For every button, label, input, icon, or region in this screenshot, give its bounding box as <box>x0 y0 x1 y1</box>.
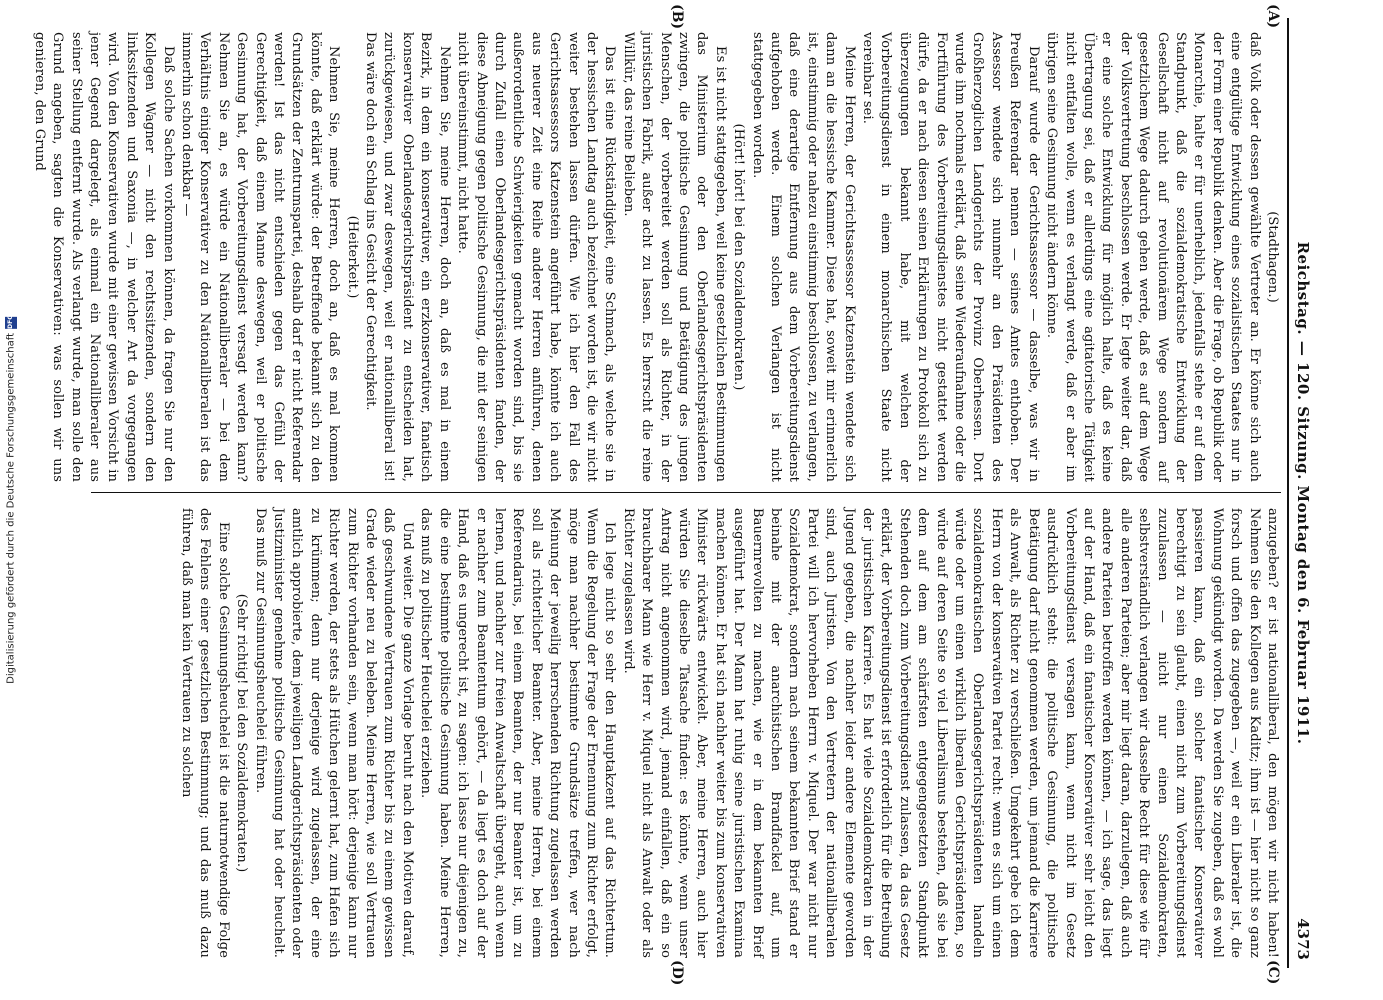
dfg-logo-icon: DFG <box>5 317 17 329</box>
paragraph: daß Volk oder dessen gewählte Vertreter an. Er könne sich auch eine entgültige Entwicklung eines sozialistischen Staates nur in der Form einer Republik denken. Aber die Frage, ob Republik oder Monarchie, halte er für unerheblich, jedenfalls stehe er auf dem Standpunkt, daß die sozialdemokratische Entwicklung der Gesellschaft nicht auf revolutionärem Wege sondern auf gesetzlichem Wege dadurch gehen werde, daß es auf dem Wege der Volksvertretung beschlossen werde. Er legte weiter dar, daß er eine solche Entwicklung für möglich halte, daß es keine Übertragung sei, daß er allerdings eine agitatorische Tätigkeit nicht entfalten wolle, wenn es verlangt werde, daß er aber im übrigen seine Gesinnung nicht ändern könne. <box>1044 32 1262 482</box>
column-divider <box>91 492 1281 493</box>
credit-text: Digitalisierung gefördert durch die Deutsche Forschungsgemeinschaft <box>5 332 17 684</box>
page-number-right: 4373 <box>1294 918 1312 960</box>
paragraph: anzugeben? er ist nationalliberal, den mögen wir nicht haben! Nehmen Sie den Kollegen aus Kaditz; ihm ist — hier nicht so ganz forsch und offen das zugegeben —, weil er ein Liberaler ist, die Wohnung gekündigt worden. Da werden Sie zugeben, daß es wohl passieren kann, daß ein solcher fanatischer Konservativer berechtigt zu sein glaubt, einen nicht zum Vorbereitungsdienst zuzulassen — nicht nur einen Sozialdemokraten, selbstverständlich verlangen wir dasselbe Recht für diese wie für alle anderen Parteien; aber mir liegt daran, darzulegen, daß auch andere Parteien betroffen werden können, — ich sage, das liegt auf der Hand, daß ein fanatischer Konservativer sehr leicht den Vorbereitungsdienst versagen kann, wenn nicht im Gesetz ausdrücklich steht: die politische Gesinnung, die politische Betätigung darf nicht genommen werden, um jemand die Karriere als Anwalt, als Richter zu verschließen. Umgekehrt gebe ich dem Herrn von der konservativen Partei recht: wenn es sich um einen sozialdemokratischen Oberlandesgerichtspräsidenten handeln würde oder um einen wirklich liberalen Gerichtspräsidenten, so würde auf deren Seite so viel Liberalismus bestehen, daß sie bei dem auf dem am schärfsten entgegengesetzten Standpunkt Stehenden doch zum Vorbereitungsdienst zulassen, da das Gesetz erklärt, der Vorbereitungsdienst ist erforderlich für die Betreibung der juristischen Karriere. Es hat viele Sozialdemokraten in der Jugend gegeben, die nachher leider andere Elemente geworden sind, auch Juristen. Von den Vertretern der nationalliberalen Partei will ich hervorheben Herrn v. Miquel. Der war nicht nur Sozialdemokrat, sondern nach seinem bekannten Brief stand er beinahe mit der anarchistischen Brandfackel auf, um Bauernrevolten zu machen, wie er in dem bekannten Brief ausgeführt hat. Der Mann hat ruhig seine juristischen Examina machen können. Er hat sich nachher weiter bis zum konservativen Minister rückwärts entwickelt. Aber, meine Herren, auch hier würden Sie dieselbe Tatsache finden: es könnte, wenn unser Antrag nicht angenommen wird, jemand einfallen, daß ein so brauchbarer Mann wie Herr v. Miquel nicht als Anwalt oder als Richter zugelassen wird. <box>620 508 1280 958</box>
paragraph: Es ist nicht stattgegeben, weil keine gesetzlichen Bestimmungen das Ministerium oder den Oberlandesgerichtspräsidenten zwingen, die politische Gesinnung und Betätigung des jungen Menschen, der vorbereitet werden soll als Richter, in der juristischen Fabrik, außer acht zu lassen. Es herrscht die reine Willkür, das reine Belieben. <box>620 32 728 482</box>
paragraph: Daß solche Sachen vorkommen können, da fragen Sie nur den Kollegen Wagner — nicht den rechtssitzenden, sondern den linkssitzenden und Saxonia —, in welcher Art da vorgegangen wird. Von den Konservativen wurde mit einer gewissen Vorsicht in jener Gegend dargelegt, als einmal ein Nationalliberaler aus seiner Stellung entfernt wurde. Als verlangt wurde, man solle den Grund angeben, sagten die Konservativen: was sollen wir uns genieren, den Grund <box>31 32 176 482</box>
paragraph: Ich lege nicht so sehr den Hauptakzent auf das Richtertum. Wenn die Regelung der Frage der Ernennung zum Richter erfolgt, möge man nachher bestimmte Grundsätze treffen, wer nach Meinung der jeweilig herrschenden Richtung zugelassen werden soll als richterlicher Beamter. Aber, meine Herren, bei einem Referendarius, bei einem Beamten, der nur Beamter ist, um zu lernen, und nachher zur freien Anwaltschaft übergeht, auch wenn er nachher zum Beamtentum gehört, — da liegt es doch auf der Hand, daß es ungerecht ist, zu sagen: ich lasse nur diejenigen zu, die eine bestimmte politische Gesinnung haben. Meine Herren, das muß zu politischer Heuchelei erziehen. <box>418 508 618 958</box>
right-column <box>81 508 1281 958</box>
left-column <box>31 32 1281 482</box>
paragraph: Nehmen Sie, meine Herren, doch an, daß es mal kommen könnte, daß erklärt würde: der Betreffende bekannt sich zu den Grundsätzen der Zentrumspartei, deshalb darf er nicht Referendar werden! Ist das nicht entschieden gegen das Gefühl der Gerechtigkeit, daß einem Manne deswegen, weil er politische Gesinnung hat, der Vorbereitungsdienst versagt werden kann? Nehmen Sie an, es würde ein Nationalliberaler — bei dem Verhältnis einiger Konservativer zu den Nationalliberalen ist das immerhin schon denkbar — <box>179 32 342 482</box>
interjection: (Sehr richtig! bei den Sozialdemokraten.) <box>234 593 250 873</box>
paragraph: Eine solche Gesinnungsheuchelei ist die naturnotwendige Folge des Fehlens einer gesetzlichen Bestimmung; und das muß dazu führen, daß man kein Vertrauen zu solchen <box>179 508 231 958</box>
speaker-label: (Stadthagen.) <box>1265 211 1280 303</box>
page-header <box>1287 18 1315 968</box>
margin-mark-b: (B) <box>669 4 685 30</box>
interjection: (Heiterkeit.) <box>344 215 360 299</box>
paragraph: Das ist eine Rückständigkeit, eine Schmach, als welche sie in der hessischen Landtag auch bezeichnet worden ist, die wir nicht weiter bestehen lassen dürfen. Wie ich hier den Fall des Gerichtsassessors Katzenstein angeführt habe, könnte ich auch aus neuerer Zeit eine Reihe anderer Herren anführen, denen außerordentliche Schwierigkeiten gemacht worden sind, bis sie durch Zufall einen Oberlandesgerichtspräsidenten fanden, der diese Abneigung gegen politische Gesinnung, die mit der seinigen nicht übereinstimmt, nicht hatte. <box>455 32 618 482</box>
paragraph: Meine Herren, der Gerichtsassessor Katzenstein wendete sich dann an die hessische Kammer. Diese hat, soweit mir erinnerlich ist, einstimmig oder nahezu einstimmig beschlossen, zu verlangen, daß eine derartige Entfernung aus dem Vorbereitungsdienst aufgehoben werde. Einem solchen Verlangen ist nicht stattgegeben worden. <box>749 32 857 482</box>
margin-mark-d: (D) <box>669 960 685 986</box>
paragraph: Und weiter. Die ganze Vorlage beruht nach den Motiven darauf, daß geschwundene Vertrauen zum Richter bis zu einem gewissen Grade wieder neu zu beleben. Meine Herren, wie soll Vertrauen zum Richter vorhanden sein, wenn man hört: derjenige kann nur Richter werden, der stets als Hütchen gelernt hat, zum Hafen sich zu krümmen; denn nur derjenige wird zugelassen, der eine amtlich approbierte, dem jeweiligen Landgerichtspräsidenten oder Justizminister genehme politische Gesinnung hat oder heuchelt. Das muß zur Gesinnungsheuchelei führen. <box>252 508 415 958</box>
paragraph: Darauf wurde der Gerichtsassessor — dasselbe, was wir in Preußen Referendar nennen — seines Amtes enthoben. Der Assessor wendete sich nunmehr an den Präsidenten des Großherzoglichen Landgerichts der Provinz Oberhessen. Dort wurde ihm nochmals erklärt, daß seine Wiederaufnahme oder die Fortführung des Vorbereitungsdienstes nicht gestattet werden dürfe, da er nach diesen seinen Erklärungen zu Protokoll sich zu überzeugungen bekannt habe, mit welchen der Vorbereitungsdienst in einem monarchischen Staate nicht vereinbar sei. <box>860 32 1041 482</box>
page-title: Reichstag. — 120. Sitzung. Montag den 6. Februar 1911. <box>1294 241 1312 745</box>
margin-mark-c: (C) <box>1265 960 1281 985</box>
margin-mark-a: (A) <box>1265 4 1281 29</box>
rotated-page <box>31 4 1315 986</box>
interjection: (Hört! hört! bei den Sozialdemokraten.) <box>731 123 747 391</box>
digitization-credit <box>0 0 22 1000</box>
paragraph: Nehmen Sie, meine Herren, doch an, daß es mal in einem Bezirk, in dem ein konservativer, ein erzkonservativer, fanatisch konservativer Oberlandesgerichtspräsident zu entscheiden hat, zurückgewiesen, und zwar deswegen, weil er nationalliberal ist! Das wäre doch ein Schlag ins Gesicht der Gerechtigkeit. <box>363 32 452 482</box>
